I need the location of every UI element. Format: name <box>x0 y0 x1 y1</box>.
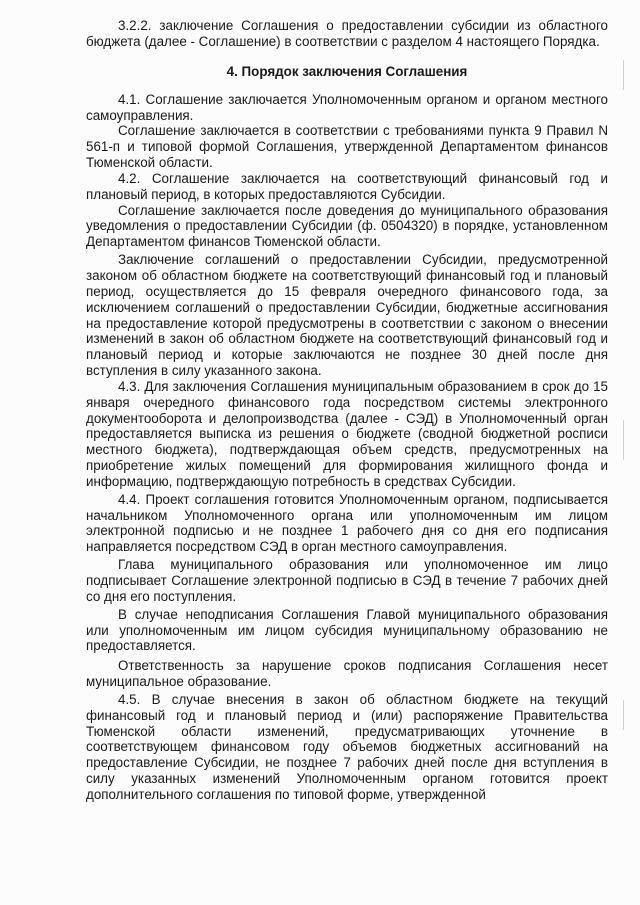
scan-edge-mark <box>623 420 624 460</box>
paragraph-responsibility: Ответственность за нарушение сроков подписания Соглашения несет муниципальное образование. <box>86 658 608 690</box>
paragraph-4-1: 4.1. Соглашение заключается Уполномоченным органом и органом местного самоуправления. <box>86 91 608 123</box>
paragraph-not-signed: В случае неподписания Соглашения Главой муниципального образования или уполномоченным им лицом субсидия муниципальному образованию не предоставляется. <box>86 606 608 654</box>
paragraph-agreement-requirements: Соглашение заключается в соответствии с требованиями пункта 9 Правил N 561-п и типовой формой Соглашения, утвержденной Департаментом финансов Тюменской области. <box>86 123 608 171</box>
paragraph-agreement-notification: Соглашение заключается после доведения до муниципального образования уведомления о предоставлении Субсидии (ф. 0504320) в порядке, установленном Департаментом финансов Тюменской области. <box>86 202 608 250</box>
paragraph-4-3: 4.3. Для заключения Соглашения муниципальным образованием в срок до 15 января очередного финансового года посредством системы электронного документооборота и делопроизводства (далее - СЭД) в Уполномоченный орган предоставляется выписка из решения о бюджете (сводной бюджетной росписи местного бюджета), подтверждающая объем средств, предусмотренных на приобретение жилых помещений для формирования жилищного фонда и информацию, подтверждающую потребность в средствах Субсидии. <box>86 378 608 489</box>
intro-paragraph: 3.2.2. заключение Соглашения о предоставлении субсидии из областного бюджета (далее - Соглашение) в соответствии с разделом 4 настоящего Порядка. <box>86 18 608 49</box>
scan-edge-mark <box>623 700 624 730</box>
paragraph-agreement-deadline: Заключение соглашений о предоставлении Субсидии, предусмотренной законом об областном бюджете на соответствующий финансовый год и плановый период, осуществляется до 15 февраля очередного финансового года, за исключением соглашений о предоставлении Субсидии, бюджетные ассигнования на предоставление которой предусмотрены в соответствии с законом о внесении изменений в закон об областном бюджете на соответствующий финансовый год и плановый период и которые заключаются не позднее 30 дней после дня вступления в силу указанного закона. <box>86 252 608 379</box>
scan-edge-mark <box>623 60 624 90</box>
paragraph-4-5: 4.5. В случае внесения в закон об областном бюджете на текущий финансовый год и плановый период и (или) распоряжение Правительства Тюменской области изменений, предусматривающих уточнение в соответствующем финансовом году объемов бюджетных ассигнований на предоставление Субсидии, не позднее 7 рабочих дней после дня вступления в силу указанных изменений Уполномоченным органом готовится проект дополнительного соглашения по типовой форме, утвержденной <box>86 691 608 802</box>
paragraph-4-4: 4.4. Проект соглашения готовится Уполномоченным органом, подписывается начальником Уполномоченного органа или уполномоченным им лицом электронной подписью и не позднее 1 рабочего дня со дня его подписания направляется посредством СЭД в орган местного самоуправления. <box>86 491 608 555</box>
document-body <box>86 18 608 803</box>
section-title: 4. Порядок заключения Соглашения <box>226 63 468 79</box>
paragraph-4-2: 4.2. Соглашение заключается на соответствующий финансовый год и плановый период, в которых предоставляются Субсидии. <box>86 170 608 202</box>
paragraph-head-signs: Глава муниципального образования или уполномоченное им лицо подписывает Соглашение электронной подписью в СЭД в течение 7 рабочих дней со дня его поступления. <box>86 557 608 604</box>
